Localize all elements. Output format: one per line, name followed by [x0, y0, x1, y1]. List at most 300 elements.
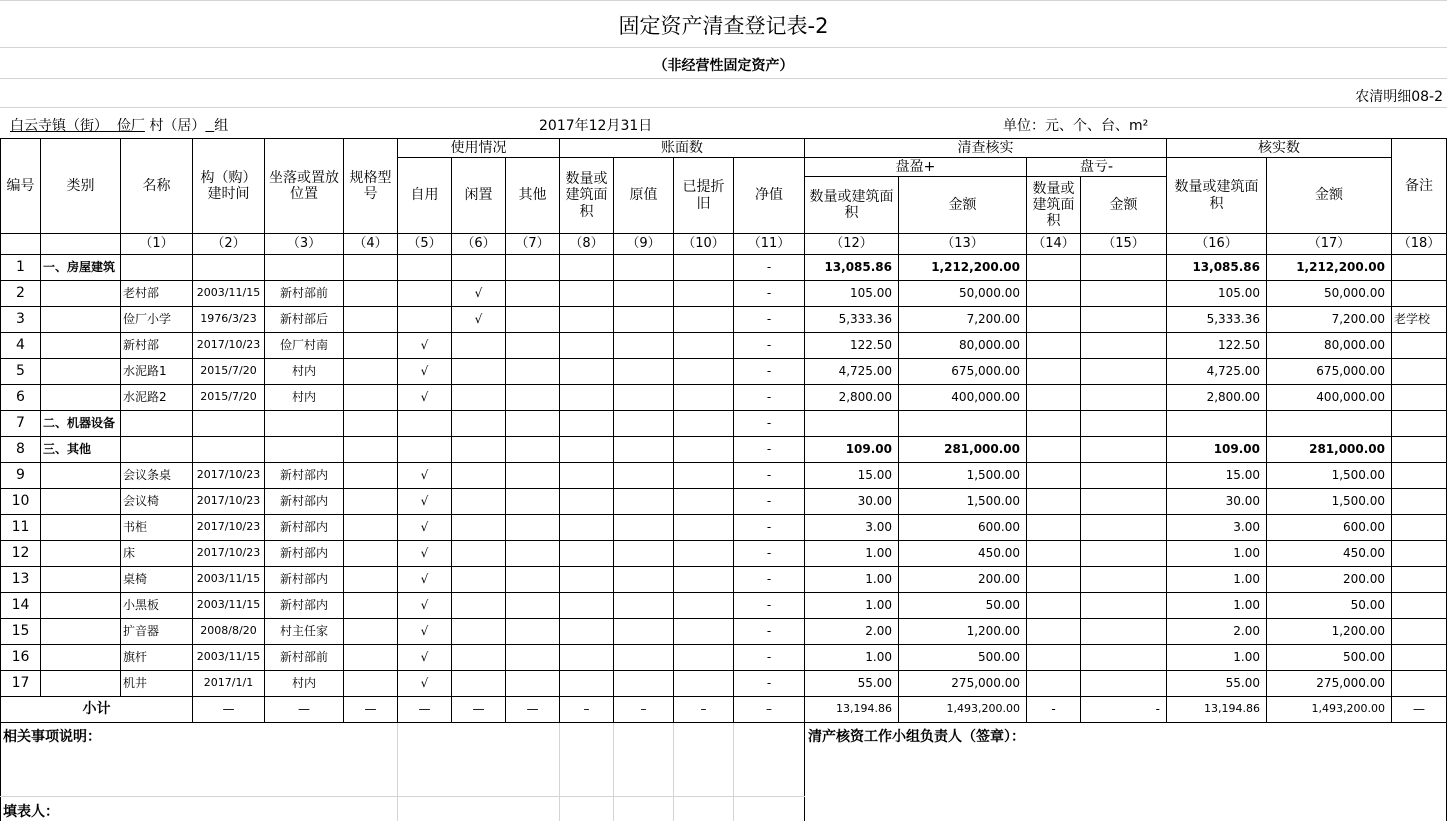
row-surplus-qty: 15.00: [805, 463, 899, 489]
row-number: 4: [1, 333, 41, 359]
col-number: （10）: [674, 234, 734, 255]
row-surplus-qty: 55.00: [805, 671, 899, 697]
row-ver-amt: 1,500.00: [1267, 489, 1392, 515]
row-remark: [1392, 411, 1447, 437]
row-spec: [344, 567, 398, 593]
row-location: 新村部前: [265, 645, 344, 671]
col-location: 坐落或置放位置: [265, 139, 344, 234]
row-build-time: 1976/3/23: [193, 307, 265, 333]
row-category: [41, 515, 121, 541]
row-name: 会议条桌: [121, 463, 193, 489]
row-name: 水泥路2: [121, 385, 193, 411]
row-book-orig: [614, 645, 674, 671]
row-loss-amt: [1081, 307, 1167, 333]
table-row: [1, 411, 1447, 437]
row-spec: [344, 593, 398, 619]
row-book-net: -: [734, 541, 805, 567]
row-book-qty: [560, 489, 614, 515]
row-book-dep: [674, 567, 734, 593]
row-loss-amt: [1081, 567, 1167, 593]
table-row: [1, 333, 1447, 359]
row-surplus-amt: 275,000.00: [899, 671, 1027, 697]
row-surplus-qty: 13,085.86: [805, 255, 899, 281]
table-row: [1, 619, 1447, 645]
row-idle-check: [452, 619, 506, 645]
row-book-qty: [560, 515, 614, 541]
col-number: （3）: [265, 234, 344, 255]
row-book-orig: [614, 255, 674, 281]
row-book-dep: [674, 385, 734, 411]
row-location: 新村部后: [265, 307, 344, 333]
row-loss-amt: [1081, 437, 1167, 463]
row-surplus-qty: 4,725.00: [805, 359, 899, 385]
row-self-use-check: [398, 255, 452, 281]
row-book-qty: [560, 463, 614, 489]
row-ver-amt: 1,212,200.00: [1267, 255, 1392, 281]
row-name: 扩音器: [121, 619, 193, 645]
col-loss-qty: 数量或建筑面积: [1027, 177, 1081, 234]
row-category: 三、其他: [41, 437, 121, 463]
row-build-time: 2008/8/20: [193, 619, 265, 645]
row-surplus-qty: [805, 411, 899, 437]
row-location: 村内: [265, 359, 344, 385]
row-loss-qty: [1027, 671, 1081, 697]
row-surplus-qty: 2,800.00: [805, 385, 899, 411]
row-loss-qty: [1027, 645, 1081, 671]
row-name: 会议椅: [121, 489, 193, 515]
row-ver-amt: 281,000.00: [1267, 437, 1392, 463]
row-idle-check: √: [452, 281, 506, 307]
col-check: 清查核实: [805, 139, 1167, 158]
row-remark: [1392, 619, 1447, 645]
row-location: 村内: [265, 671, 344, 697]
row-surplus-amt: 200.00: [899, 567, 1027, 593]
row-self-use-check: √: [398, 489, 452, 515]
row-idle-check: [452, 255, 506, 281]
table-row: [1, 359, 1447, 385]
row-build-time: 2017/10/23: [193, 489, 265, 515]
row-ver-qty: [1167, 411, 1267, 437]
subtotal-surplus-qty: 13,194.86: [805, 697, 899, 723]
row-other: [506, 463, 560, 489]
row-book-orig: [614, 619, 674, 645]
table-row: [1, 463, 1447, 489]
row-loss-qty: [1027, 255, 1081, 281]
row-self-use-check: √: [398, 671, 452, 697]
row-book-dep: [674, 463, 734, 489]
row-book-orig: [614, 463, 674, 489]
row-loss-amt: [1081, 515, 1167, 541]
row-number: 2: [1, 281, 41, 307]
subtotal-row: [1, 697, 1447, 723]
table-row: [1, 385, 1447, 411]
row-book-qty: [560, 411, 614, 437]
row-build-time: 2017/1/1: [193, 671, 265, 697]
row-ver-amt: 50.00: [1267, 593, 1392, 619]
row-book-dep: [674, 281, 734, 307]
row-build-time: 2017/10/23: [193, 541, 265, 567]
col-book-net: 净值: [734, 158, 805, 234]
row-name: [121, 255, 193, 281]
row-spec: [344, 645, 398, 671]
row-remark: [1392, 255, 1447, 281]
row-number: 1: [1, 255, 41, 281]
row-other: [506, 593, 560, 619]
subtotal-surplus-amt: 1,493,200.00: [899, 697, 1027, 723]
row-ver-qty: 2.00: [1167, 619, 1267, 645]
row-ver-qty: 2,800.00: [1167, 385, 1267, 411]
col-number: （16）: [1167, 234, 1267, 255]
table-row: [1, 593, 1447, 619]
row-surplus-qty: 2.00: [805, 619, 899, 645]
row-surplus-amt: 600.00: [899, 515, 1027, 541]
row-surplus-amt: 50,000.00: [899, 281, 1027, 307]
row-ver-amt: 450.00: [1267, 541, 1392, 567]
row-book-net: -: [734, 307, 805, 333]
notes-label: 相关事项说明：: [3, 729, 101, 745]
sign-label: 清产核资工作小组负责人（签章）：: [808, 729, 1025, 745]
row-number: 3: [1, 307, 41, 333]
row-other: [506, 619, 560, 645]
row-surplus-qty: 3.00: [805, 515, 899, 541]
row-remark: [1392, 567, 1447, 593]
row-idle-check: [452, 359, 506, 385]
unit-label: 单位：元、个、台、m²: [1003, 118, 1149, 134]
row-loss-qty: [1027, 593, 1081, 619]
row-ver-qty: 55.00: [1167, 671, 1267, 697]
row-category: [41, 281, 121, 307]
row-ver-amt: 1,200.00: [1267, 619, 1392, 645]
town-name: 白云寺镇（街）: [10, 118, 108, 134]
row-book-orig: [614, 281, 674, 307]
row-build-time: 2017/10/23: [193, 515, 265, 541]
row-other: [506, 333, 560, 359]
row-spec: [344, 541, 398, 567]
col-loss: 盘亏-: [1027, 158, 1167, 177]
subtotal-label: 小计: [1, 697, 193, 723]
row-loss-qty: [1027, 359, 1081, 385]
row-book-qty: [560, 255, 614, 281]
row-remark: [1392, 515, 1447, 541]
row-name: 水泥路1: [121, 359, 193, 385]
table-row: [1, 671, 1447, 697]
row-location: 村内: [265, 385, 344, 411]
row-ver-amt: [1267, 411, 1392, 437]
form-code: 农清明细08-2: [1355, 89, 1443, 105]
row-surplus-amt: [899, 411, 1027, 437]
row-category: 二、机器设备: [41, 411, 121, 437]
row-category: 一、房屋建筑: [41, 255, 121, 281]
row-book-qty: [560, 541, 614, 567]
row-remark: [1392, 281, 1447, 307]
row-spec: [344, 463, 398, 489]
row-book-qty: [560, 593, 614, 619]
row-ver-amt: 400,000.00: [1267, 385, 1392, 411]
row-ver-amt: 500.00: [1267, 645, 1392, 671]
row-location: 新村部内: [265, 567, 344, 593]
row-ver-qty: 13,085.86: [1167, 255, 1267, 281]
row-loss-amt: [1081, 541, 1167, 567]
row-surplus-qty: 122.50: [805, 333, 899, 359]
row-ver-qty: 1.00: [1167, 593, 1267, 619]
row-number: 5: [1, 359, 41, 385]
row-other: [506, 307, 560, 333]
row-spec: [344, 359, 398, 385]
row-spec: [344, 307, 398, 333]
row-other: [506, 489, 560, 515]
row-ver-amt: 1,500.00: [1267, 463, 1392, 489]
row-book-dep: [674, 671, 734, 697]
row-book-orig: [614, 515, 674, 541]
group-suffix: 组: [214, 118, 229, 134]
row-loss-qty: [1027, 437, 1081, 463]
row-book-net: -: [734, 567, 805, 593]
row-build-time: 2017/10/23: [193, 333, 265, 359]
subtotal-dash: –: [560, 697, 614, 723]
row-number: 14: [1, 593, 41, 619]
row-book-qty: [560, 671, 614, 697]
row-idle-check: [452, 411, 506, 437]
subtotal-dash: –: [674, 697, 734, 723]
row-book-dep: [674, 359, 734, 385]
row-book-net: -: [734, 411, 805, 437]
row-idle-check: [452, 463, 506, 489]
col-ver-qty: 数量或建筑面积: [1167, 158, 1267, 234]
row-self-use-check: √: [398, 333, 452, 359]
row-remark: [1392, 489, 1447, 515]
row-remark: [1392, 437, 1447, 463]
row-surplus-qty: 30.00: [805, 489, 899, 515]
subtotal-dash: —: [193, 697, 265, 723]
row-location: 新村部内: [265, 541, 344, 567]
row-other: [506, 567, 560, 593]
col-number: （7）: [506, 234, 560, 255]
table-row: [1, 645, 1447, 671]
row-category: [41, 307, 121, 333]
row-idle-check: [452, 593, 506, 619]
village-suffix: 村（居）: [149, 118, 206, 134]
subtotal-dash: –: [614, 697, 674, 723]
row-name: 书柜: [121, 515, 193, 541]
row-ver-amt: 50,000.00: [1267, 281, 1392, 307]
row-surplus-amt: 7,200.00: [899, 307, 1027, 333]
col-number: （8）: [560, 234, 614, 255]
row-name: 老村部: [121, 281, 193, 307]
row-book-net: -: [734, 359, 805, 385]
row-surplus-amt: 400,000.00: [899, 385, 1027, 411]
col-number: （18）: [1392, 234, 1447, 255]
group-blank: [205, 118, 214, 134]
col-name: 名称: [121, 139, 193, 234]
row-spec: [344, 489, 398, 515]
subtotal-loss-qty: -: [1027, 697, 1081, 723]
row-category: [41, 359, 121, 385]
row-self-use-check: √: [398, 463, 452, 489]
col-number: （13）: [899, 234, 1027, 255]
row-self-use-check: [398, 281, 452, 307]
row-ver-amt: 200.00: [1267, 567, 1392, 593]
subtotal-dash: —: [506, 697, 560, 723]
row-book-orig: [614, 307, 674, 333]
row-book-dep: [674, 333, 734, 359]
row-ver-qty: 122.50: [1167, 333, 1267, 359]
row-spec: [344, 515, 398, 541]
row-number: 9: [1, 463, 41, 489]
row-surplus-qty: 1.00: [805, 645, 899, 671]
row-location: 新村部内: [265, 463, 344, 489]
row-location: 新村部前: [265, 281, 344, 307]
row-ver-amt: 7,200.00: [1267, 307, 1392, 333]
row-self-use-check: √: [398, 593, 452, 619]
row-book-dep: [674, 437, 734, 463]
subtotal-ver-qty: 13,194.86: [1167, 697, 1267, 723]
col-number: （1）: [121, 234, 193, 255]
table-row: [1, 489, 1447, 515]
asset-table: [0, 138, 1447, 723]
row-book-net: -: [734, 489, 805, 515]
row-book-net: -: [734, 463, 805, 489]
row-build-time: 2015/7/20: [193, 385, 265, 411]
row-loss-amt: [1081, 385, 1167, 411]
row-book-net: -: [734, 333, 805, 359]
row-build-time: 2003/11/15: [193, 645, 265, 671]
row-idle-check: [452, 333, 506, 359]
col-spec: 规格型号: [344, 139, 398, 234]
row-self-use-check: √: [398, 567, 452, 593]
row-surplus-qty: 1.00: [805, 567, 899, 593]
row-ver-qty: 105.00: [1167, 281, 1267, 307]
row-book-qty: [560, 281, 614, 307]
row-build-time: [193, 437, 265, 463]
row-category: [41, 619, 121, 645]
row-surplus-qty: 105.00: [805, 281, 899, 307]
row-location: 新村部内: [265, 489, 344, 515]
row-name: 机井: [121, 671, 193, 697]
col-book-dep: 已提折旧: [674, 158, 734, 234]
row-loss-amt: [1081, 359, 1167, 385]
row-other: [506, 437, 560, 463]
row-book-net: -: [734, 437, 805, 463]
col-number: （6）: [452, 234, 506, 255]
row-ver-amt: 600.00: [1267, 515, 1392, 541]
col-category: 类别: [41, 139, 121, 234]
row-spec: [344, 411, 398, 437]
footer-area: [0, 723, 1447, 821]
row-other: [506, 255, 560, 281]
row-build-time: [193, 411, 265, 437]
column-number-row: [1, 234, 1447, 255]
row-book-net: -: [734, 385, 805, 411]
row-build-time: 2015/7/20: [193, 359, 265, 385]
row-category: [41, 333, 121, 359]
row-idle-check: √: [452, 307, 506, 333]
row-book-qty: [560, 385, 614, 411]
row-category: [41, 489, 121, 515]
table-row: [1, 515, 1447, 541]
row-book-net: -: [734, 593, 805, 619]
table-row: [1, 437, 1447, 463]
row-book-orig: [614, 593, 674, 619]
row-name: 新村部: [121, 333, 193, 359]
row-book-qty: [560, 333, 614, 359]
table-row: [1, 307, 1447, 333]
row-book-net: -: [734, 671, 805, 697]
row-ver-amt: 80,000.00: [1267, 333, 1392, 359]
row-book-dep: [674, 515, 734, 541]
row-book-orig: [614, 411, 674, 437]
row-category: [41, 593, 121, 619]
col-book-orig: 原值: [614, 158, 674, 234]
row-book-orig: [614, 541, 674, 567]
row-remark: [1392, 385, 1447, 411]
row-category: [41, 463, 121, 489]
row-number: 15: [1, 619, 41, 645]
table-row: [1, 567, 1447, 593]
row-book-orig: [614, 489, 674, 515]
row-other: [506, 541, 560, 567]
col-number: （2）: [193, 234, 265, 255]
row-surplus-qty: 1.00: [805, 593, 899, 619]
subtotal-dash: —: [398, 697, 452, 723]
row-build-time: 2003/11/15: [193, 281, 265, 307]
row-other: [506, 359, 560, 385]
row-location: 新村部内: [265, 515, 344, 541]
row-idle-check: [452, 567, 506, 593]
row-location: [265, 437, 344, 463]
col-number: （4）: [344, 234, 398, 255]
col-loss-amt: 金额: [1081, 177, 1167, 234]
col-other: 其他: [506, 158, 560, 234]
row-loss-qty: [1027, 541, 1081, 567]
row-idle-check: [452, 385, 506, 411]
col-surplus: 盘盈+: [805, 158, 1027, 177]
row-category: [41, 645, 121, 671]
row-number: 13: [1, 567, 41, 593]
filler-label: 填表人：: [3, 804, 59, 820]
row-spec: [344, 671, 398, 697]
col-number: （12）: [805, 234, 899, 255]
row-name: 小黑板: [121, 593, 193, 619]
row-self-use-check: √: [398, 645, 452, 671]
row-self-use-check: √: [398, 541, 452, 567]
row-surplus-amt: 1,200.00: [899, 619, 1027, 645]
row-self-use-check: √: [398, 385, 452, 411]
row-loss-qty: [1027, 489, 1081, 515]
row-loss-amt: [1081, 619, 1167, 645]
row-loss-amt: [1081, 671, 1167, 697]
row-spec: [344, 255, 398, 281]
row-book-qty: [560, 619, 614, 645]
row-book-dep: [674, 307, 734, 333]
row-loss-qty: [1027, 567, 1081, 593]
row-name: 旗杆: [121, 645, 193, 671]
row-category: [41, 385, 121, 411]
row-surplus-qty: 109.00: [805, 437, 899, 463]
row-ver-qty: 1.00: [1167, 541, 1267, 567]
row-book-dep: [674, 411, 734, 437]
row-other: [506, 515, 560, 541]
row-ver-qty: 15.00: [1167, 463, 1267, 489]
row-idle-check: [452, 489, 506, 515]
col-number: （14）: [1027, 234, 1081, 255]
row-book-qty: [560, 645, 614, 671]
row-loss-amt: [1081, 463, 1167, 489]
row-spec: [344, 619, 398, 645]
row-surplus-amt: 675,000.00: [899, 359, 1027, 385]
row-book-net: -: [734, 255, 805, 281]
col-usage: 使用情况: [398, 139, 560, 158]
subtotal-dash: —: [452, 697, 506, 723]
